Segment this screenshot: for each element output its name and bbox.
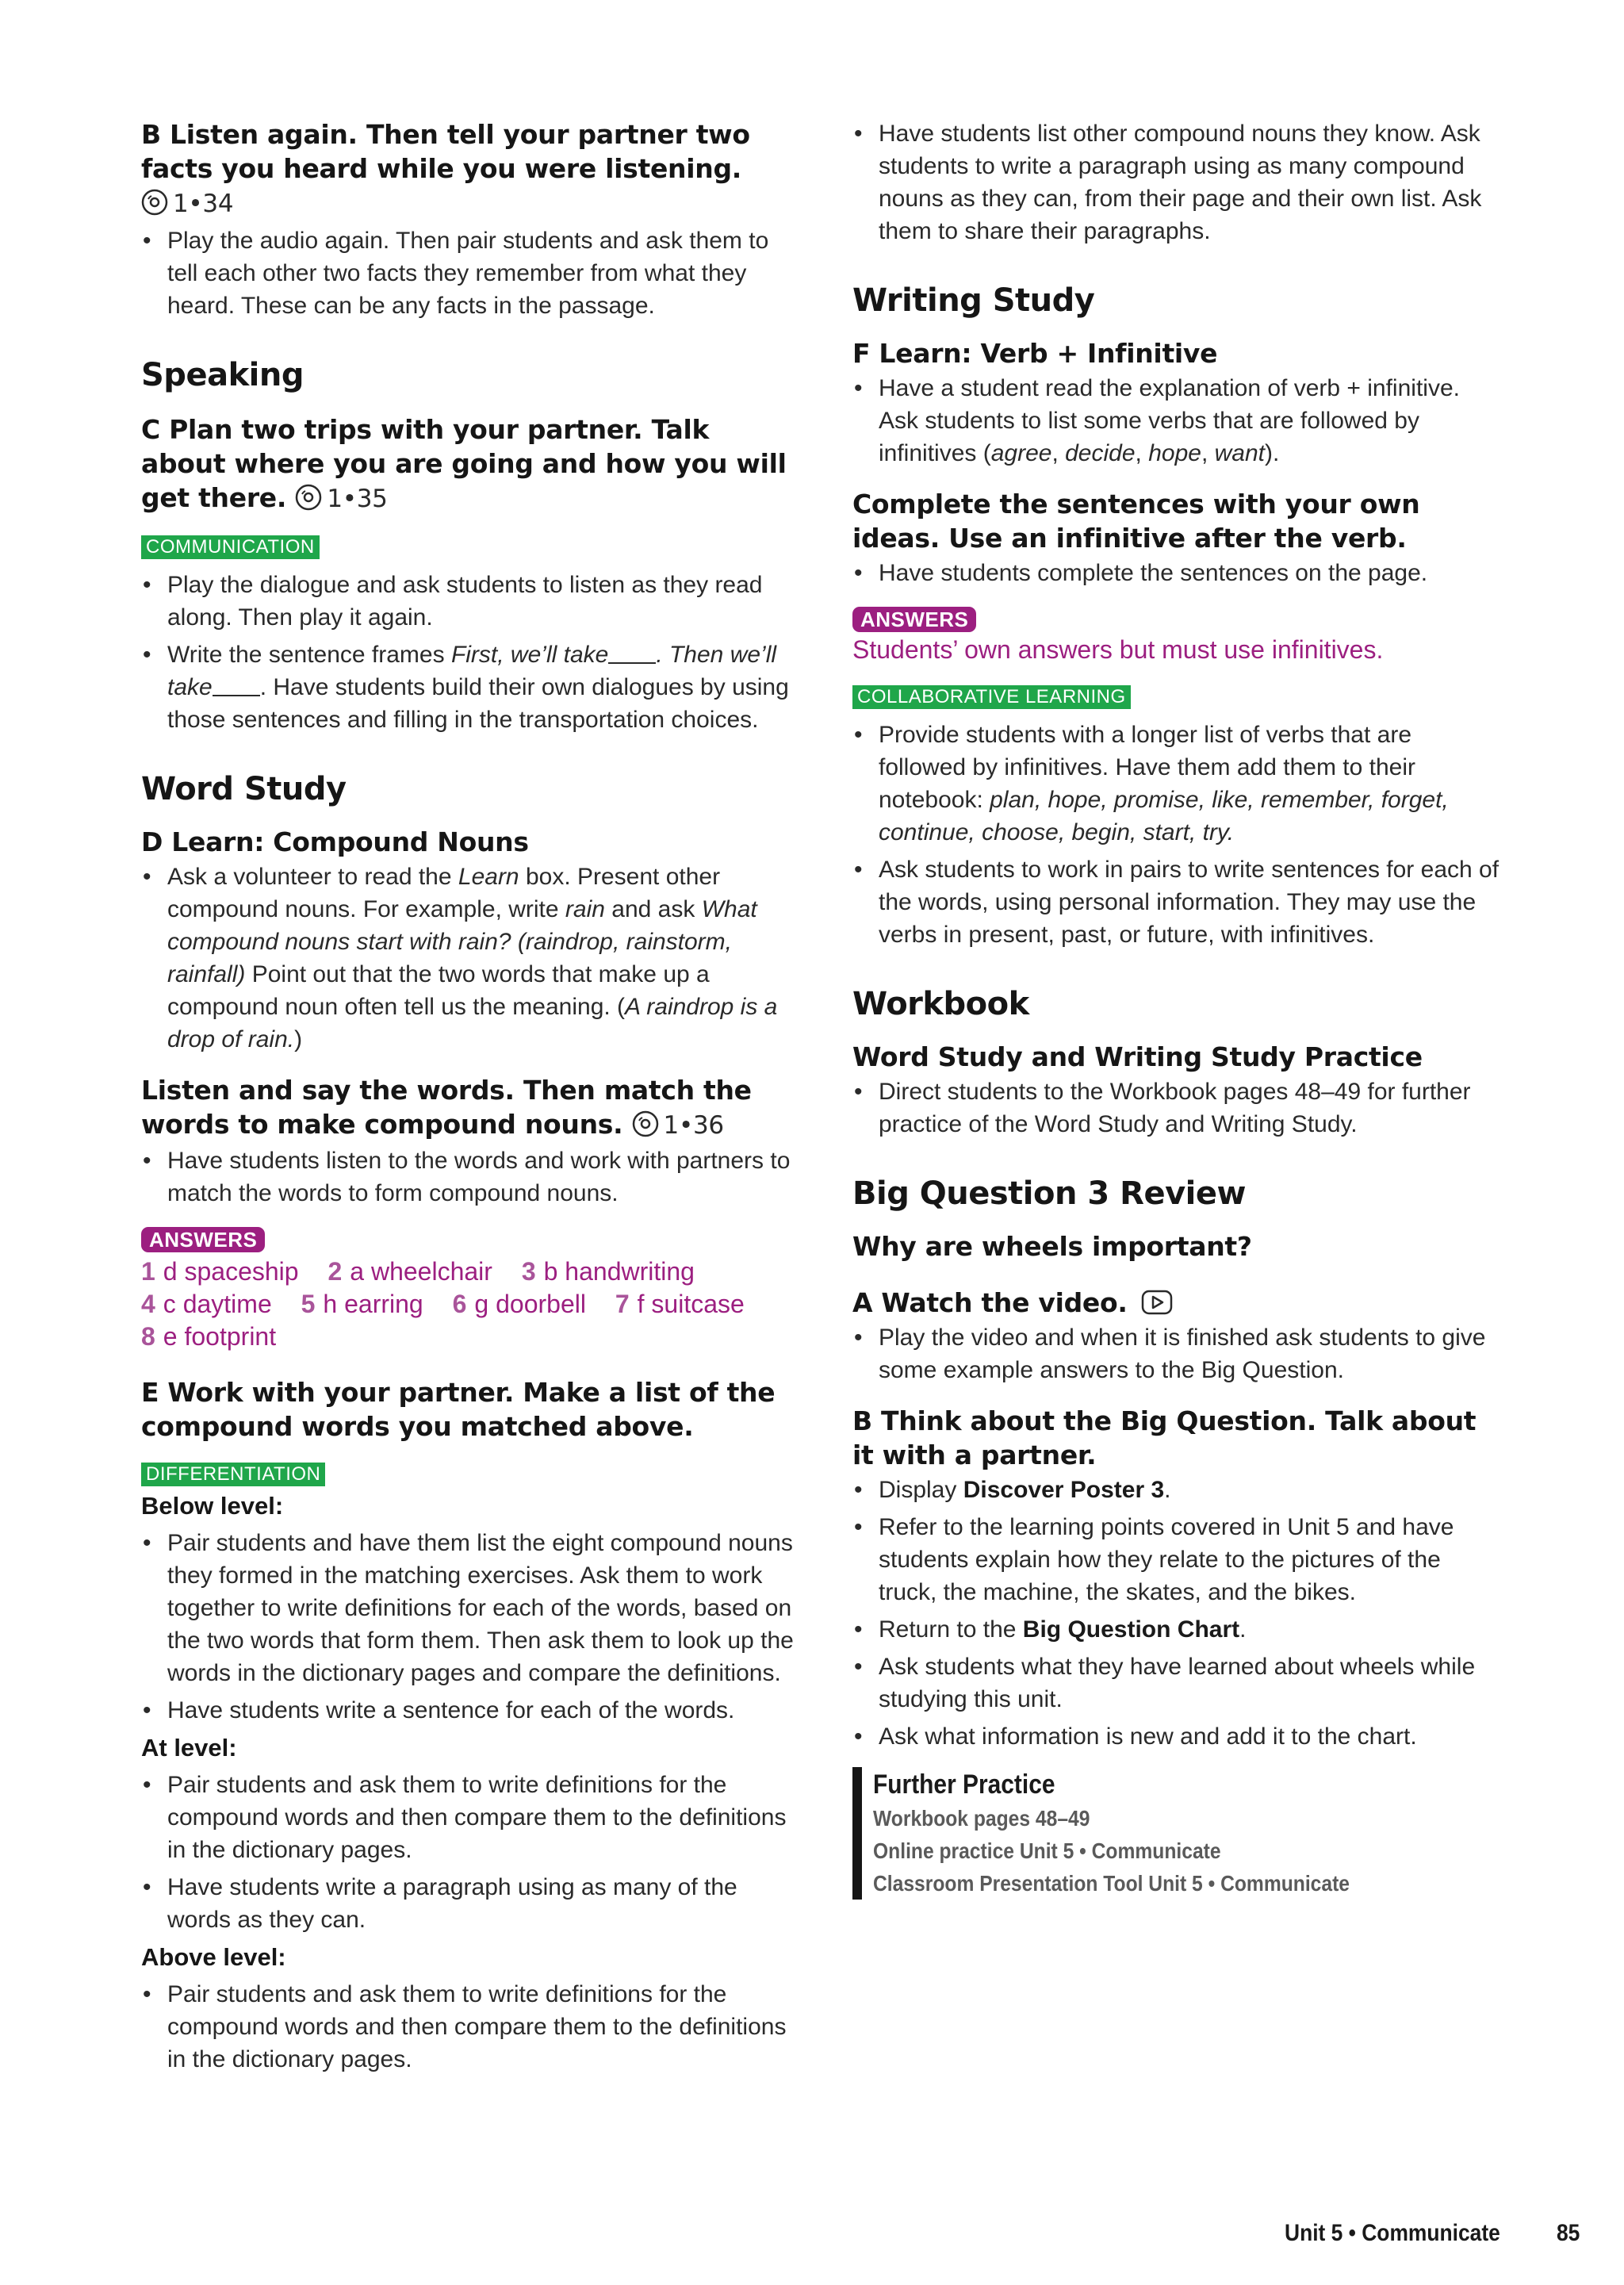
text-run: ). — [1265, 440, 1280, 466]
text-run: and ask — [604, 896, 702, 922]
sentence-frame: . Then we’ll take — [167, 642, 777, 700]
exercise-d-bullets — [141, 861, 799, 1056]
at-level-label: At level: — [141, 1734, 237, 1762]
big-question-title: Big Question 3 Review — [852, 1175, 1246, 1212]
answer-number: 1 — [141, 1257, 155, 1286]
answer-number: 8 — [141, 1322, 155, 1351]
answer-text: d spaceship — [163, 1257, 299, 1286]
audio-track-1-34[interactable] — [141, 190, 233, 218]
text-run: Point out that the two words that make up a compound noun often tell us the meaning. ( — [167, 961, 710, 1020]
complete-heading: Complete the sentences with your own ideas. Use an infinitive after the verb. — [852, 489, 1420, 554]
further-practice-line: Workbook pages 48–49 — [873, 1806, 1090, 1831]
answers-tag: ANSWERS — [141, 1227, 265, 1252]
answer-number: 2 — [327, 1257, 343, 1286]
sentence-frame: First, we’ll take — [450, 642, 609, 668]
answer-number: 4 — [141, 1290, 155, 1318]
video-play-icon[interactable] — [1141, 1289, 1173, 1316]
text-run: decide — [1065, 440, 1136, 466]
answer-item — [141, 1290, 272, 1318]
right-column — [852, 117, 1503, 1900]
text-run: Big Question Chart — [1022, 1616, 1240, 1643]
list-item: • Ask what information is new and add it to the chart. — [852, 1720, 1503, 1753]
exercise-a-bullets — [852, 1321, 1503, 1386]
list-item — [141, 638, 799, 736]
list-item: • Pair students and have them list the eight compound nouns they formed in the matching exercises. Ask them to work together to write definitions for each of the words, based on the two words that form them. Then ask them to look up the words in the dictionary pages and compare the definitions. — [141, 1527, 799, 1689]
list-item: • Play the dialogue and ask students to listen as they read along. Then play it again. — [141, 569, 799, 634]
exercise-f-heading: F Learn: Verb + Infinitive — [852, 338, 1218, 369]
exercise-a-heading — [852, 1286, 1503, 1320]
complete-bullets — [852, 557, 1503, 589]
audio-track-label: 1•36 — [663, 1111, 724, 1140]
listen-bullets — [141, 1144, 799, 1210]
exercise-c-bullets — [141, 569, 799, 736]
list-item: • Have students complete the sentences on the page. — [852, 557, 1503, 589]
list-item: • Have students listen to the words and work with partners to match the words to form compound nouns. — [141, 1144, 799, 1210]
footer-unit-label: Unit 5 • Communicate — [1285, 2220, 1500, 2246]
listen-heading — [141, 1073, 799, 1143]
text-run: . — [1164, 1477, 1171, 1503]
word-study-title: Word Study — [141, 771, 347, 807]
below-level-label: Below level: — [141, 1492, 284, 1520]
left-column — [141, 117, 799, 2076]
list-item: • Direct students to the Workbook pages 48–49 for further practice of the Word Study and Writing Study. — [852, 1075, 1503, 1141]
page-number: 85 — [1556, 2220, 1580, 2246]
answers-text: Students’ own answers but must use infinitives. — [852, 635, 1384, 664]
further-practice-box — [852, 1767, 1503, 1900]
list-item: • Have students write a sentence for each of the words. — [141, 1694, 799, 1727]
exercise-e-heading: E Work with your partner. Make a list of the compound words you matched above. — [141, 1377, 776, 1442]
text-run: Write the sentence frames — [167, 642, 451, 668]
exercise-c-heading-text: C Plan two trips with your partner. Talk about where you are going and how you will get there. — [141, 414, 787, 513]
list-item — [852, 1613, 1503, 1646]
answers-row — [141, 1288, 799, 1321]
audio-cd-icon — [632, 1110, 659, 1137]
audio-track-label: 1•35 — [327, 485, 388, 513]
list-item: • Refer to the learning points covered in Unit 5 and have students explain how they relate to the pictures of the truck, the machine, the skates, and the bikes. — [852, 1511, 1503, 1608]
above-level-label: Above level: — [141, 1943, 286, 1971]
exercise-b-bullets — [852, 1474, 1503, 1753]
collaborative-learning-tag: COLLABORATIVE LEARNING — [852, 685, 1131, 709]
text-run: plan, hope, promise, like, remember, forget, continue, choose, begin, start, try. — [879, 787, 1449, 845]
communication-tag: COMMUNICATION — [141, 535, 320, 559]
text-run: agree — [990, 440, 1052, 466]
text-run: A raindrop is a drop of rain. — [167, 994, 778, 1052]
audio-cd-icon — [141, 189, 168, 216]
answers-row — [141, 1256, 799, 1288]
exercise-b-heading — [141, 117, 799, 221]
answer-text: b handwriting — [543, 1257, 695, 1286]
text-run: hope — [1148, 440, 1201, 466]
answer-item — [327, 1257, 492, 1286]
workbook-heading: Word Study and Writing Study Practice — [852, 1041, 1423, 1072]
text-run: box. Present other compound nouns. For example, write — [167, 864, 721, 922]
blank-line — [213, 674, 260, 696]
at-level-bullets — [141, 1769, 799, 1936]
text-run: What compound nouns start with rain? (raindrop, rainstorm, rainfall) — [167, 896, 757, 987]
list-item: • Have a student read the explanation of verb + infinitive. Ask students to list some verbs that are followed by infinitives (agree, decide, hope, want). — [852, 372, 1503, 470]
above-level-bullets — [141, 1978, 799, 2076]
exercise-b-heading-text: B Listen again. Then tell your partner two facts you heard while you were listening. — [141, 119, 750, 184]
exercise-b-bullets — [141, 224, 799, 322]
text-run: Provide students with a longer list of verbs that are followed by infinitives. Have them add them to their notebook: — [879, 722, 1416, 813]
list-item: • Pair students and ask them to write definitions for the compound words and then compare them to the definitions in the dictionary pages. — [141, 1978, 799, 2076]
further-practice-line: Classroom Presentation Tool Unit 5 • Communicate — [873, 1871, 1350, 1896]
listen-heading-text: Listen and say the words. Then match the words to make compound nouns. — [141, 1075, 752, 1140]
writing-study-title: Writing Study — [852, 282, 1095, 319]
answers-tag: ANSWERS — [852, 607, 976, 632]
exercise-f-bullets — [852, 372, 1503, 470]
exercise-a-heading-text: A Watch the video. — [852, 1287, 1128, 1318]
list-item: • Pair students and ask them to write definitions for the compound words and then compare them to the definitions in the dictionary pages. — [141, 1769, 799, 1866]
exercise-c-heading — [141, 412, 799, 516]
answer-number: 6 — [452, 1290, 467, 1318]
list-item — [141, 861, 799, 1056]
answers-row — [141, 1321, 799, 1353]
list-item — [852, 719, 1503, 849]
collab-bullets — [852, 719, 1503, 951]
answer-number: 7 — [615, 1290, 630, 1318]
answers-list — [141, 1256, 799, 1353]
exercise-d-heading: D Learn: Compound Nouns — [141, 826, 529, 857]
workbook-bullets — [852, 1075, 1503, 1141]
audio-track-1-36[interactable] — [632, 1111, 724, 1140]
answer-item — [141, 1322, 276, 1351]
exercise-b-heading: B Think about the Big Question. Talk about it with a partner. — [852, 1405, 1477, 1470]
answer-text: c daytime — [163, 1290, 272, 1318]
answer-item — [301, 1290, 423, 1318]
answer-text: h earring — [323, 1290, 423, 1318]
list-item — [852, 1474, 1503, 1506]
answer-number: 5 — [301, 1290, 316, 1318]
top-bullets — [852, 117, 1503, 247]
audio-cd-icon — [295, 484, 322, 511]
list-item: • Have students write a paragraph using as many of the words as they can. — [141, 1871, 799, 1936]
workbook-title: Workbook — [852, 986, 1029, 1022]
text-run: rain — [565, 896, 605, 922]
list-item: • Ask students what they have learned about wheels while studying this unit. — [852, 1650, 1503, 1716]
blank-line — [608, 642, 656, 664]
text-run: Learn — [458, 864, 519, 890]
answer-item — [453, 1290, 586, 1318]
list-item: • Ask students to work in pairs to write sentences for each of the words, using personal information. They may use the verbs in present, past, or future, with infinitives. — [852, 853, 1503, 951]
text-run: Return to the — [879, 1616, 1023, 1643]
list-item: • Play the video and when it is finished ask students to give some example answers to the Big Question. — [852, 1321, 1503, 1386]
answer-text: e footprint — [163, 1322, 277, 1351]
text-run: . Have students build their own dialogues by using those sentences and filling in the transportation choices. — [167, 674, 789, 733]
list-item: • Play the audio again. Then pair students and ask them to tell each other two facts they remember from what they heard. These can be any facts in the passage. — [141, 224, 799, 322]
big-question-text: Why are wheels important? — [852, 1231, 1252, 1262]
below-level-bullets — [141, 1527, 799, 1727]
list-item: • Have students list other compound nouns they know. Ask students to write a paragraph using as many compound nouns as they can, from their page and their own list. Ask them to share their paragraphs. — [852, 117, 1503, 247]
answer-item — [522, 1257, 695, 1286]
answer-text: f suitcase — [637, 1290, 745, 1318]
text-run: Have a student read the explanation of verb + infinitive. Ask students to list some verbs that are followed by infinitives ( — [879, 375, 1460, 466]
further-practice-line: Online practice Unit 5 • Communicate — [873, 1838, 1221, 1863]
text-run: want — [1214, 440, 1265, 466]
differentiation-tag: DIFFERENTIATION — [141, 1463, 325, 1486]
text-run: ) — [294, 1026, 303, 1052]
text-run: Ask a volunteer to read the — [167, 864, 458, 890]
answer-item — [141, 1257, 299, 1286]
text-run: Display — [879, 1477, 963, 1503]
audio-track-1-35[interactable] — [295, 485, 387, 513]
answer-number: 3 — [521, 1257, 536, 1286]
answer-text: g doorbell — [474, 1290, 586, 1318]
answer-text: a wheelchair — [350, 1257, 492, 1286]
audio-track-label: 1•34 — [173, 190, 234, 218]
text-run: Discover Poster 3 — [963, 1477, 1165, 1503]
text-run: . — [1239, 1616, 1247, 1643]
speaking-title: Speaking — [141, 357, 304, 393]
further-practice-title: Further Practice — [873, 1769, 1055, 1800]
answer-item — [615, 1290, 745, 1318]
